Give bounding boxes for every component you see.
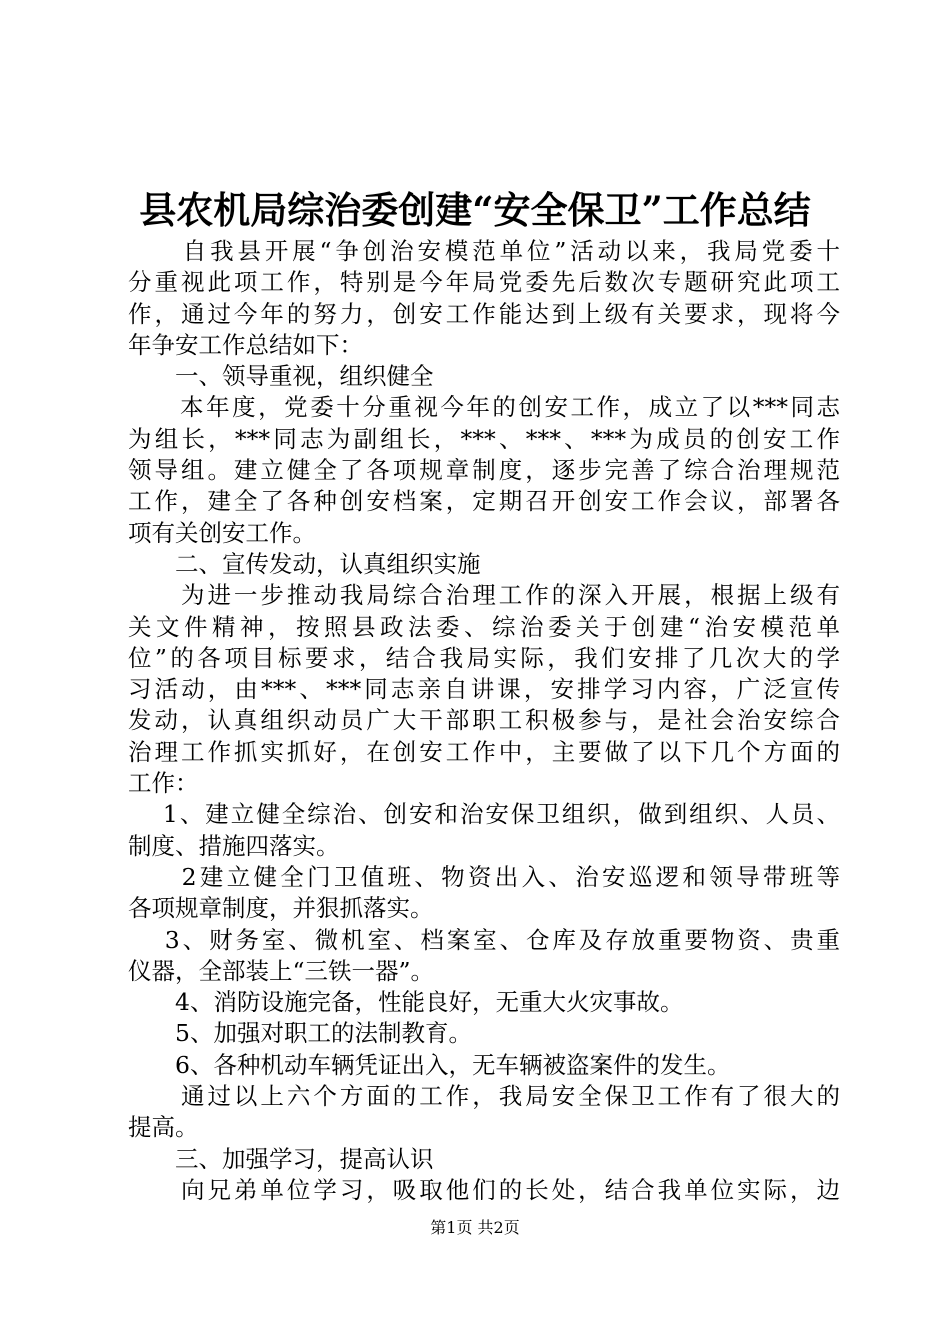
- body-text-line: 发动，认真组织动员广大干部职工积极参与，是社会治安综合: [128, 706, 840, 735]
- document-body: [128, 236, 840, 1206]
- body-text-line: 习活动，由***、***同志亲自讲课，安排学习内容，广泛宣传: [128, 675, 840, 704]
- body-text-line: 作，通过今年的努力，创安工作能达到上级有关要求，现将今: [128, 299, 840, 328]
- body-text-line: 5、加强对职工的法制教育。: [128, 1019, 472, 1048]
- body-text-line: 领导组。建立健全了各项规章制度，逐步完善了综合治理规范: [128, 456, 840, 485]
- body-text-line: 三、加强学习，提高认识: [128, 1144, 434, 1173]
- body-text-line: 工作：: [128, 769, 199, 798]
- document-title: 县农机局综治委创建“安全保卫”工作总结: [139, 188, 811, 232]
- body-text-line: 二、宣传发动，认真组织实施: [128, 549, 481, 578]
- body-text-line: 仪器，全部装上“三铁一器”。: [128, 956, 435, 985]
- body-text-line: 自我县开展“争创治安模范单位”活动以来，我局党委十: [128, 237, 840, 265]
- body-text-line: 工作，建全了各种创安档案，定期召开创安工作会议，部署各: [128, 487, 840, 516]
- body-text-line: 一、领导重视，组织健全: [128, 362, 434, 391]
- body-text-line: 向兄弟单位学习，吸取他们的长处，结合我单位实际，边: [128, 1175, 840, 1204]
- body-text-line: 本年度，党委十分重视今年的创安工作，成立了以***同志: [128, 393, 840, 422]
- body-text-line: 提高。: [128, 1113, 199, 1142]
- page-footer: 第1页 共2页: [430, 1218, 520, 1237]
- body-text-line: 3、财务室、微机室、档案室、仓库及存放重要物资、贵重: [128, 925, 840, 954]
- body-text-line: 6、各种机动车辆凭证出入，无车辆被盗案件的发生。: [128, 1050, 731, 1079]
- body-text-line: 项有关创安工作。: [128, 518, 316, 547]
- body-text-line: 通过以上六个方面的工作，我局安全保卫工作有了很大的: [128, 1082, 840, 1111]
- body-text-line: 为组长，***同志为副组长，***、***、***为成员的创安工作: [128, 424, 840, 453]
- body-text-line: 年争安工作总结如下：: [128, 330, 363, 359]
- body-text-line: 位”的各项目标要求，结合我局实际，我们安排了几次大的学: [128, 643, 840, 672]
- body-text-line: 分重视此项工作，特别是今年局党委先后数次专题研究此项工: [128, 268, 840, 297]
- body-text-line: 关文件精神，按照县政法委、综治委关于创建“治安模范单: [128, 612, 840, 641]
- body-text-line: 制度、措施四落实。: [128, 831, 340, 860]
- body-text-line: 1、建立健全综治、创安和治安保卫组织，做到组织、人员、: [128, 800, 840, 829]
- body-text-line: 各项规章制度，并狠抓落实。: [128, 894, 434, 923]
- body-text-line: 为进一步推动我局综合治理工作的深入开展，根据上级有: [128, 581, 840, 610]
- body-text-line: 4、消防设施完备，性能良好，无重大火灾事故。: [128, 988, 684, 1017]
- body-text-line: 2建立健全门卫值班、物资出入、治安巡逻和领导带班等: [128, 862, 840, 891]
- body-text-line: 治理工作抓实抓好，在创安工作中，主要做了以下几个方面的: [128, 737, 840, 766]
